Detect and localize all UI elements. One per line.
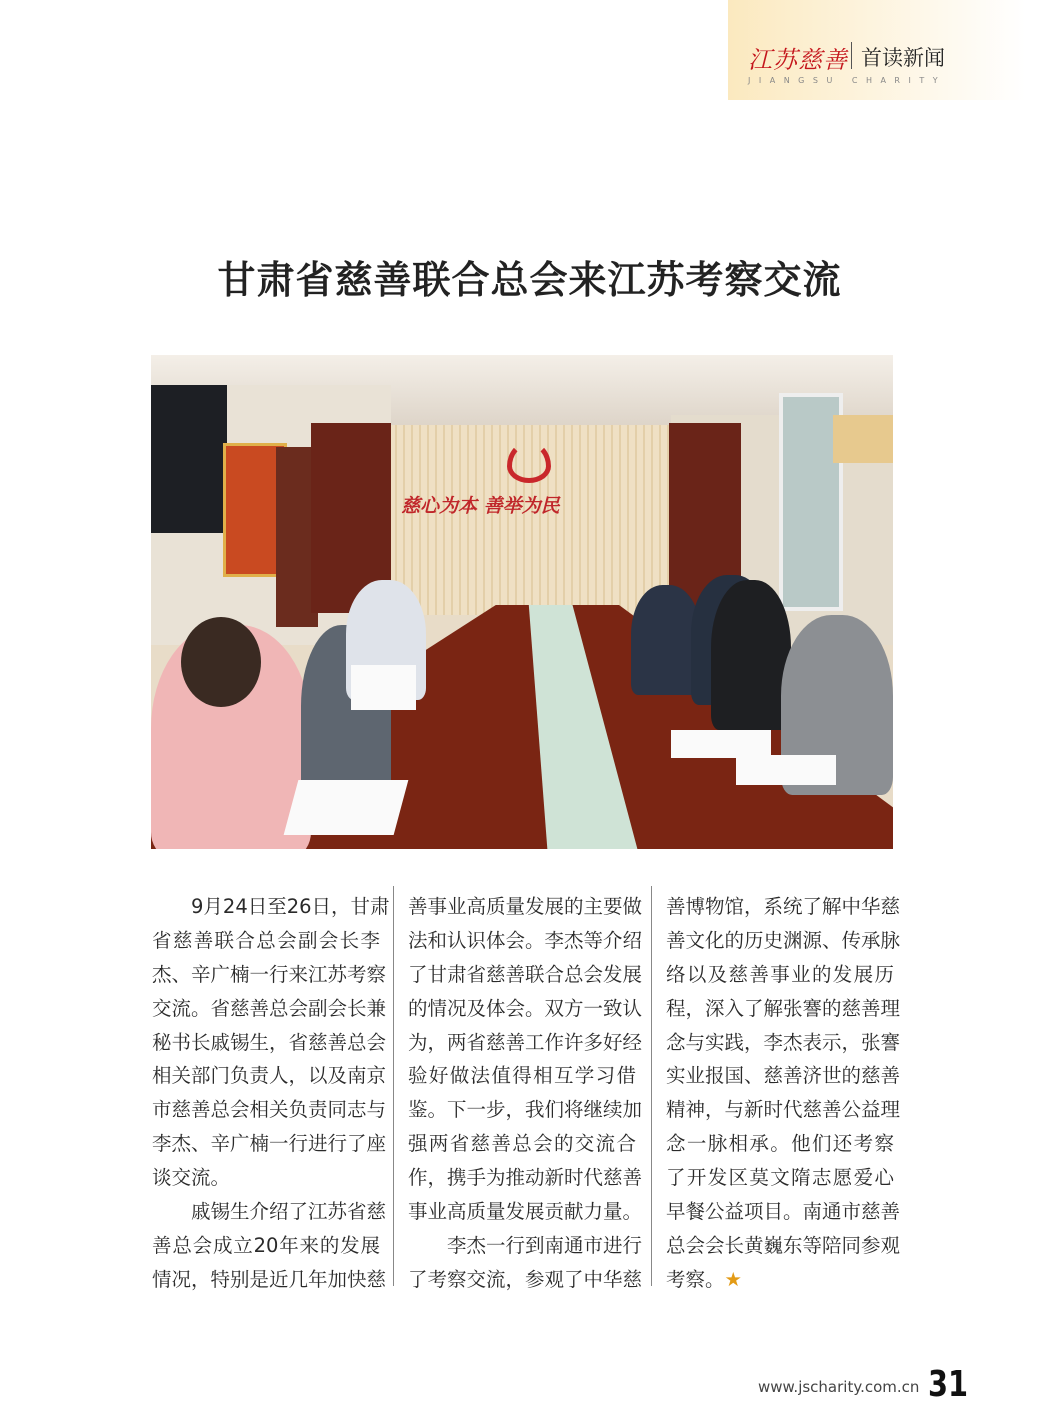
text-column-1 — [152, 890, 390, 1297]
text-line: 事业高质量发展贡献力量。 — [408, 1200, 643, 1224]
text-line: 鉴。下一步，我们将继续加 — [408, 1098, 643, 1122]
text-line: 精神，与新时代慈善公益理 — [666, 1098, 901, 1122]
text-line: 了开发区莫文隋志愿爱心 — [666, 1166, 894, 1190]
text-line: 念一脉相承。他们还考察 — [666, 1132, 894, 1156]
article-title: 甘肃省慈善联合总会来江苏考察交流 — [217, 258, 842, 302]
text-line: 市慈善总会相关负责同志与 — [152, 1098, 387, 1122]
text-line: 法和认识体会。李杰等介绍 — [408, 928, 643, 952]
text-line: 李杰、辛广楠一行进行了座 — [152, 1132, 387, 1156]
text-line: 早餐公益项目。南通市慈善 — [666, 1200, 901, 1224]
column-divider — [393, 886, 394, 1286]
text-line — [666, 1263, 894, 1297]
brand-logo-cn: 江苏慈善 — [748, 46, 848, 74]
charity-logo-icon — [507, 441, 551, 483]
page-number: 31 — [928, 1364, 969, 1405]
column-divider — [651, 886, 652, 1286]
text-line: 善总会成立20年来的发展 — [152, 1233, 380, 1257]
text-line: 善博物馆，系统了解中华慈 — [666, 895, 901, 918]
header-divider — [851, 42, 852, 69]
text-line: 总会会长黄巍东等陪同参观 — [666, 1233, 901, 1257]
text-line: 李杰一行到南通市进行 — [447, 1233, 643, 1257]
text-line: 戚锡生介绍了江苏省慈 — [191, 1200, 387, 1224]
tv-screen — [151, 385, 227, 533]
text-line: 实业报国、慈善济世的慈善 — [666, 1064, 901, 1088]
text-line: 作，携手为推动新时代慈善 — [408, 1166, 643, 1190]
text-line: 情况，特别是近几年加快慈 — [152, 1267, 387, 1291]
text-line-content: 考察。 — [666, 1267, 725, 1291]
text-line: 谈交流。 — [152, 1166, 231, 1190]
text-line: 善事业高质量发展的主要做 — [408, 895, 643, 918]
text-line: 省慈善联合总会副会长李 — [152, 928, 380, 952]
text-line: 程，深入了解张謇的慈善理 — [666, 996, 901, 1020]
text-line: 了考察交流，参观了中华慈 — [408, 1267, 643, 1291]
section-title: 首读新闻 — [861, 46, 945, 70]
text-column-3 — [666, 890, 901, 1297]
text-line: 善文化的历史渊源、传承脉 — [666, 928, 901, 952]
text-line: 念与实践，李杰表示，张謇 — [666, 1030, 901, 1054]
text-line: 9月24日至26日，甘肃 — [191, 895, 390, 918]
text-line: 秘书长戚锡生，省慈善总会 — [152, 1030, 387, 1054]
text-line: 为，两省慈善工作许多好经 — [408, 1030, 643, 1054]
footer-url: www.jscharity.com.cn — [758, 1378, 920, 1396]
text-line: 的情况及体会。双方一致认 — [408, 996, 643, 1020]
text-line: 交流。省慈善总会副会长兼 — [152, 996, 387, 1020]
text-column-2 — [408, 890, 643, 1297]
wall-slogan: 慈心为本 善举为民 — [401, 495, 560, 517]
text-line: 强两省慈善总会的交流合 — [408, 1132, 636, 1156]
text-line: 验好做法值得相互学习借 — [408, 1064, 636, 1088]
wall-plaque — [833, 415, 893, 463]
article-photo — [151, 355, 893, 849]
brand-logo-en: JIANGSU CHARITY — [748, 76, 947, 85]
text-line: 杰、辛广楠一行来江苏考察 — [152, 962, 387, 986]
text-line: 络以及慈善事业的发展历 — [666, 962, 894, 986]
text-line: 了甘肃省慈善联合总会发展 — [408, 962, 643, 986]
text-line: 相关部门负责人，以及南京 — [152, 1064, 387, 1088]
end-star-icon: ★ — [724, 1267, 742, 1291]
